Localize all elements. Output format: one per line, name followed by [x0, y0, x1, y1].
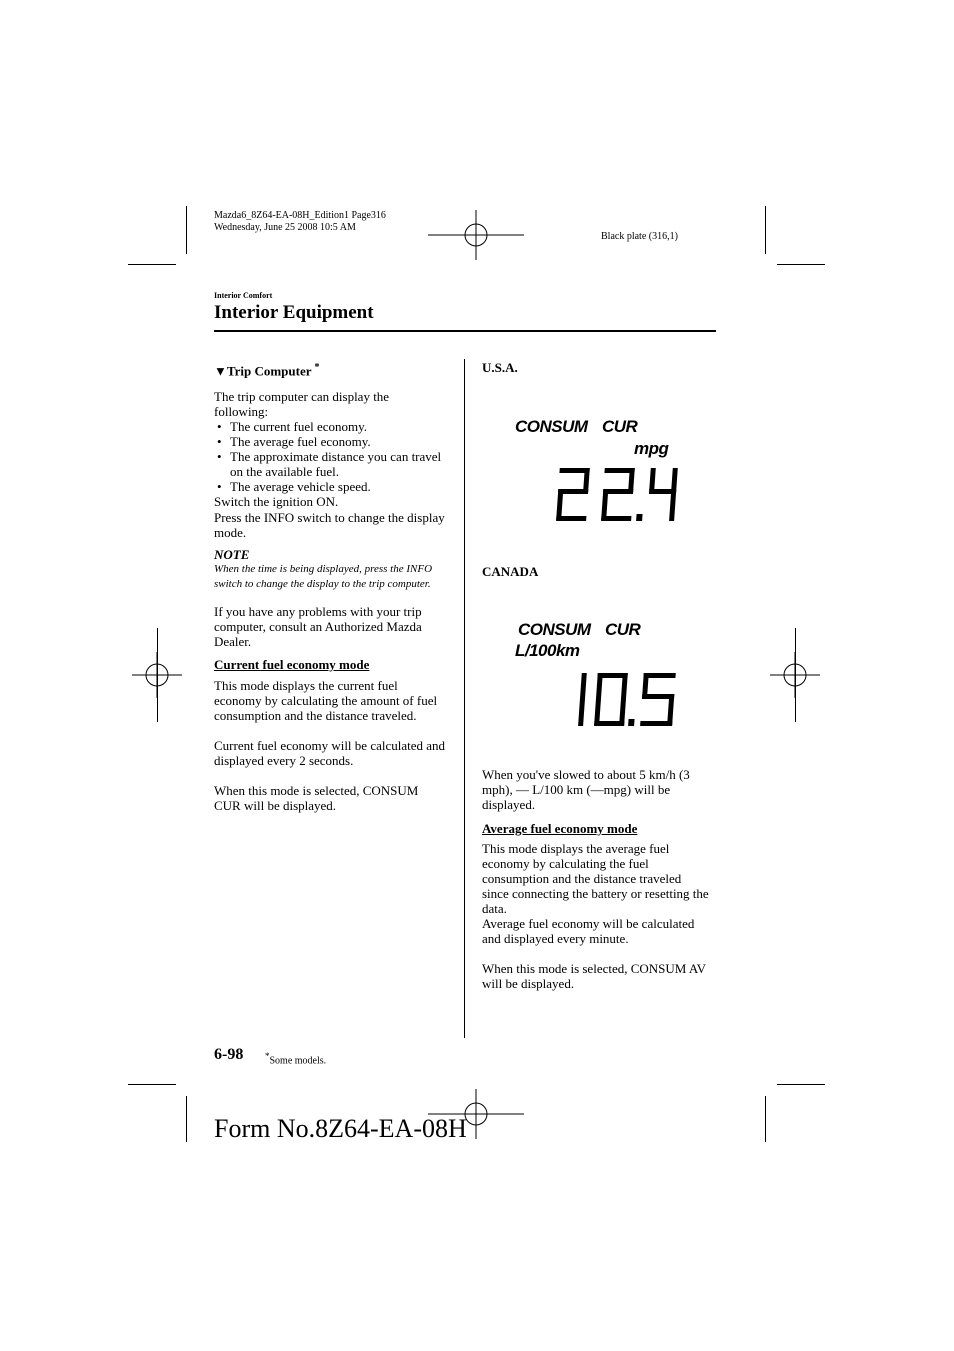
info-switch-text: Press the INFO switch to change the display mode.	[214, 510, 445, 541]
form-number: Form No.8Z64-EA-08H	[214, 1114, 467, 1143]
average-mode-p3: When this mode is selected, CONSUM AV will be displayed.	[482, 961, 706, 991]
registration-target-left-icon	[132, 652, 182, 698]
note-body: When the time is being displayed, press the INFO switch to change the display to the trip computer.	[214, 563, 433, 591]
section-label: Interior Comfort	[214, 291, 273, 300]
column-divider	[464, 359, 465, 1038]
current-mode-p1: This mode displays the current fuel economy by calculating the amount of fuel consumption and the distance traveled.	[214, 678, 438, 724]
page-number: 6-98	[214, 1046, 244, 1063]
note-title: NOTE	[214, 547, 250, 563]
registration-target-right-icon	[770, 652, 820, 698]
left-column	[214, 359, 446, 813]
current-mode-p3: When this mode is selected, CONSUM CUR will be displayed.	[214, 783, 419, 814]
usa-display-value	[552, 465, 682, 525]
current-mode-p2: Current fuel economy will be calculated and displayed every 2 seconds.	[214, 738, 446, 769]
slowed-text: When you've slowed to about 5 km/h (3 mph), — L/100 km (—mpg) will be displayed.	[482, 767, 690, 812]
triangle-down-icon: ▼	[214, 363, 227, 379]
canada-display-unit: L/100km	[515, 641, 580, 660]
list-item: • The average fuel economy.	[214, 434, 446, 449]
list-item: • The current fuel economy.	[214, 419, 446, 434]
section-title: Interior Equipment	[214, 302, 374, 323]
list-item: • The approximate distance you can travel on the available fuel.	[214, 449, 446, 479]
usa-display-sub: CUR	[602, 417, 638, 436]
intro-text: The trip computer can display the following:	[214, 389, 390, 420]
current-mode-heading: Current fuel economy mode	[214, 657, 370, 673]
usa-label: U.S.A.	[482, 360, 518, 375]
usa-display	[500, 410, 700, 530]
usa-display-unit: mpg	[634, 439, 669, 458]
ignition-text: Switch the ignition ON.	[214, 494, 339, 510]
footer-star: *	[265, 1051, 270, 1061]
list-item: • The average vehicle speed.	[214, 479, 446, 494]
print-header	[214, 210, 386, 234]
usa-display-mode: CONSUM	[515, 417, 588, 436]
average-mode-heading: Average fuel economy mode	[482, 821, 638, 836]
trip-computer-heading: ▼Trip Computer *	[214, 362, 320, 379]
canada-label: CANADA	[482, 564, 539, 579]
section-rule	[214, 330, 716, 332]
footer-note: *Some models.	[265, 1051, 327, 1067]
canada-display-value	[572, 670, 687, 730]
print-header-line2: Wednesday, June 25 2008 10:5 AM	[214, 222, 356, 233]
plate-label: Black plate (316,1)	[601, 231, 678, 242]
canada-display-sub: CUR	[605, 620, 641, 639]
registration-target-top-icon	[428, 210, 524, 260]
average-mode-p2: Average fuel economy will be calculated and displayed every minute.	[482, 916, 695, 946]
problems-text: If you have any problems with your trip computer, consult an Authorized Mazda Dealer.	[214, 604, 422, 650]
average-mode-p1: This mode displays the average fuel economy by calculating the fuel consumption and the distance traveled since connecting the battery or resetting the data.	[482, 841, 709, 916]
feature-list	[214, 419, 446, 494]
some-models-star: *	[314, 362, 320, 373]
canada-display-mode: CONSUM	[518, 620, 591, 639]
canada-display	[500, 612, 700, 737]
print-header-line1: Mazda6_8Z64-EA-08H_Edition1 Page316	[214, 210, 386, 221]
right-column	[482, 767, 710, 991]
